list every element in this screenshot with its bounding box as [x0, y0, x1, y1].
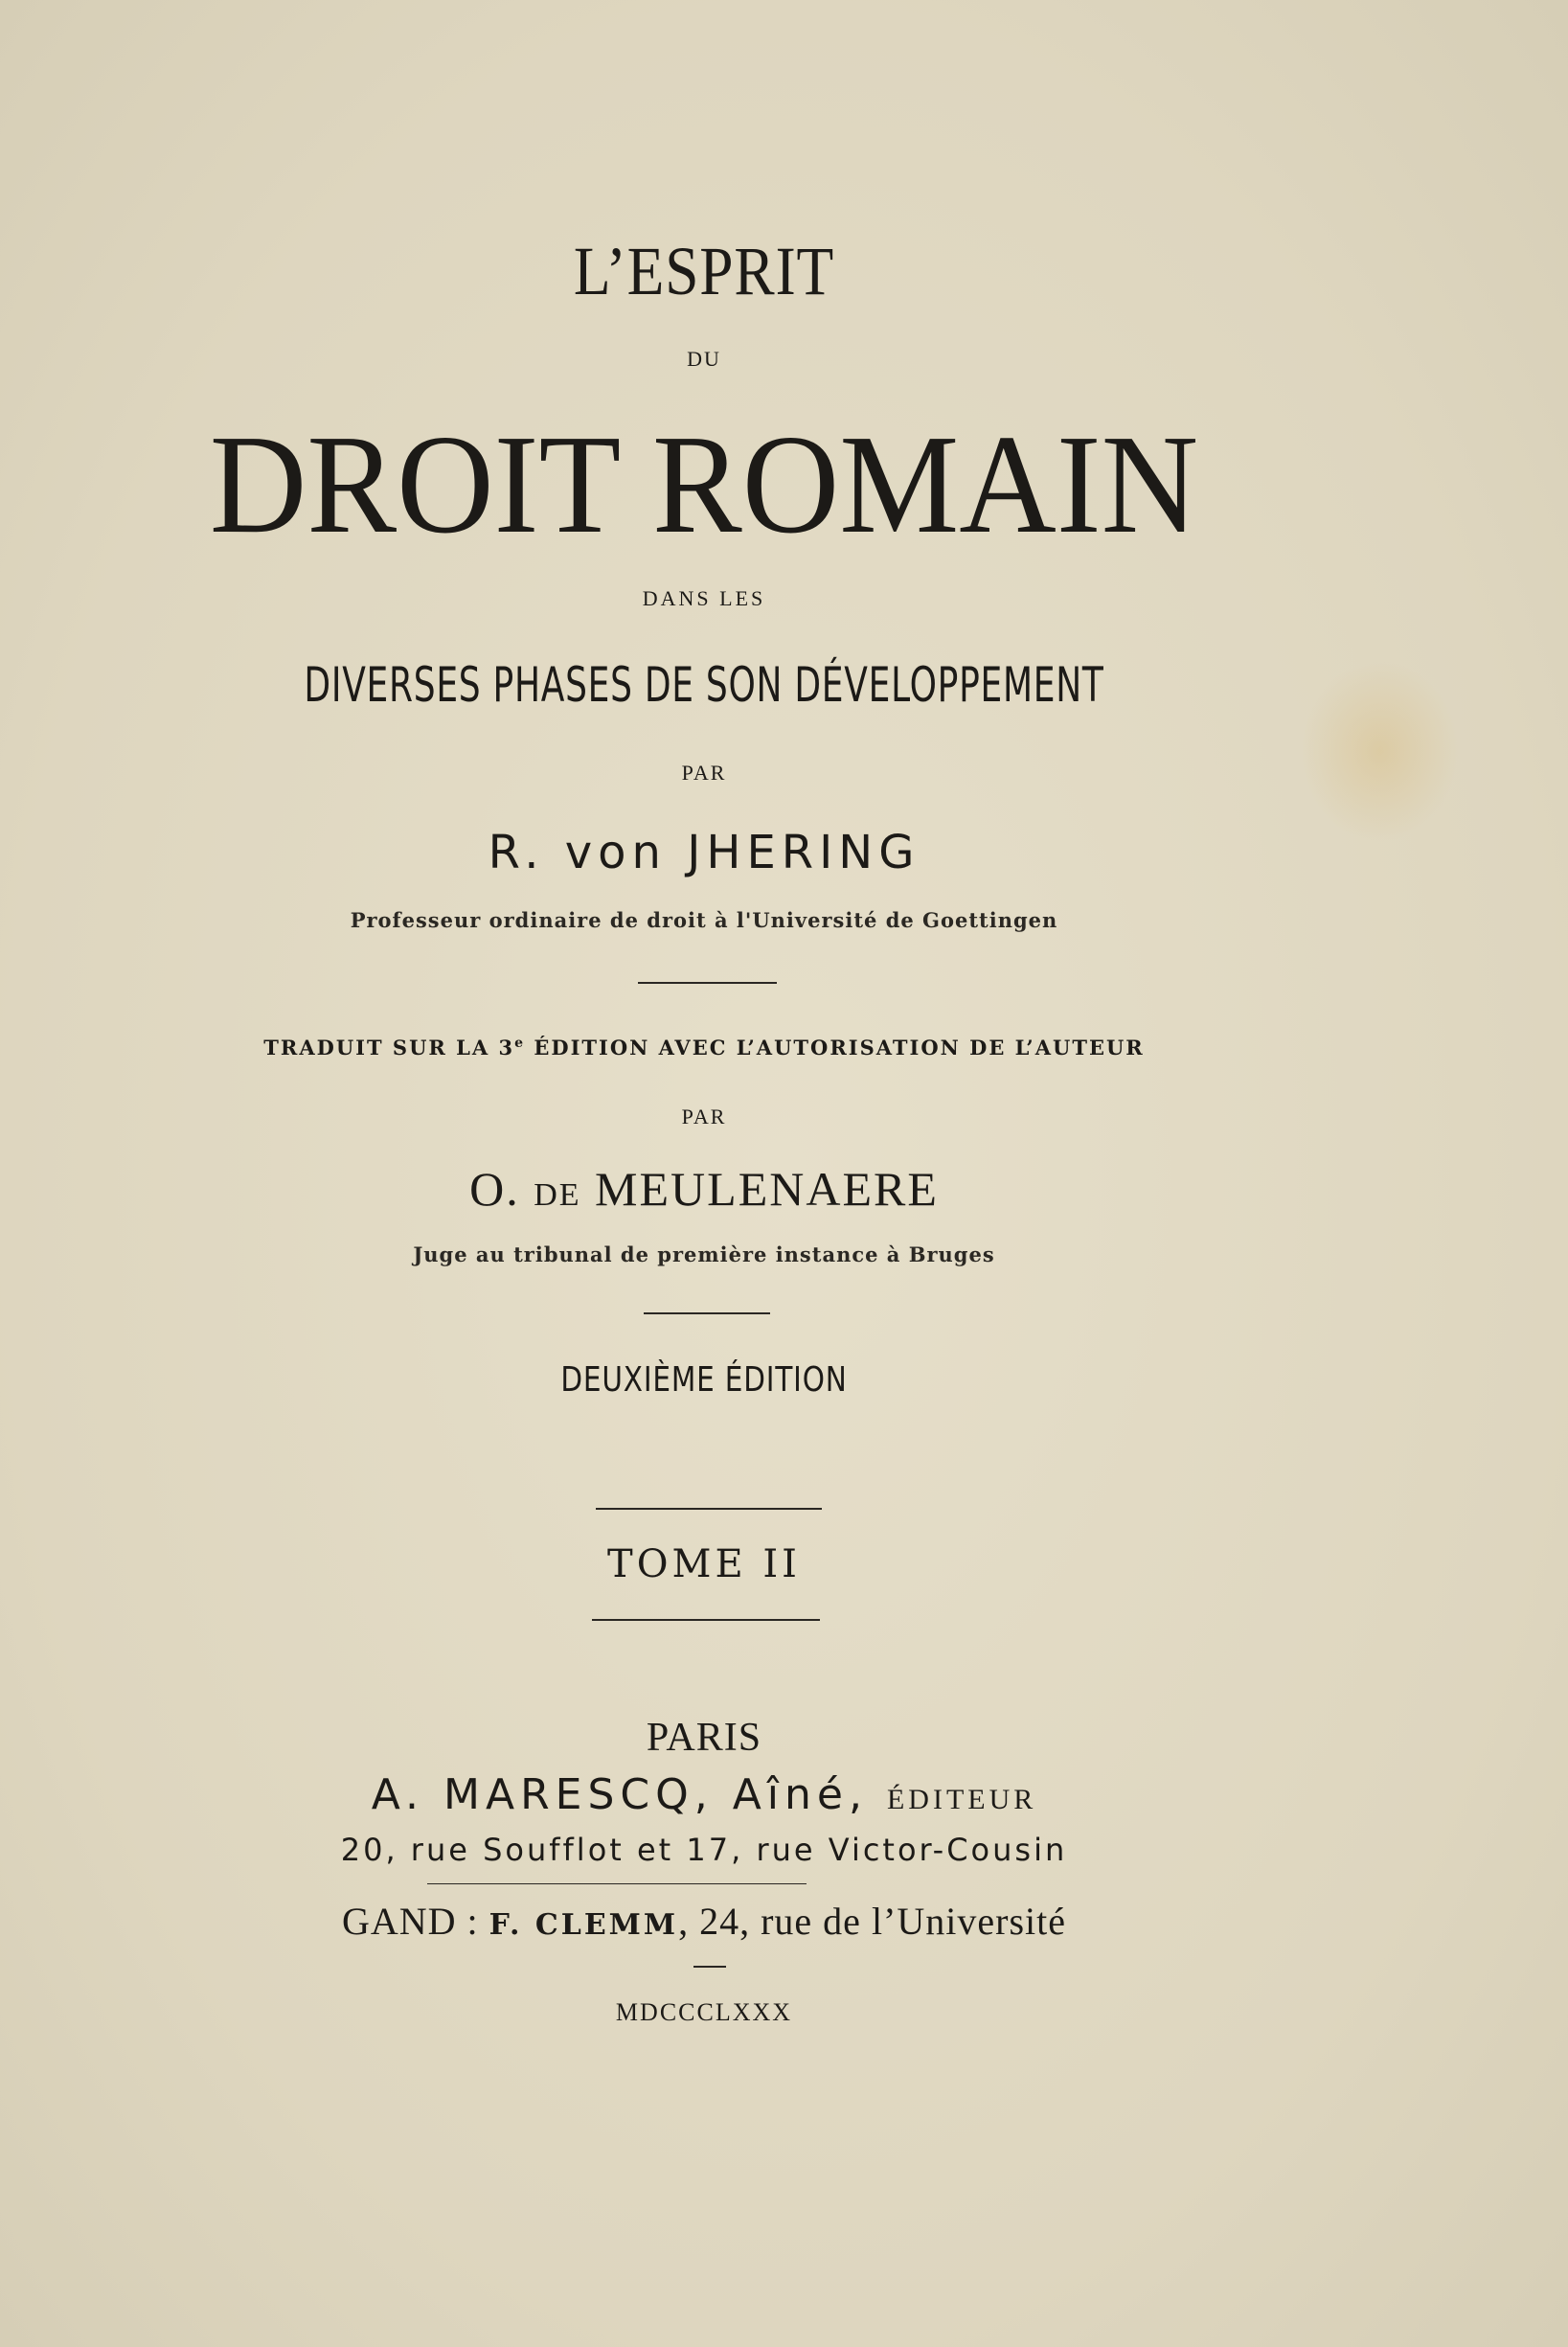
translator-particle: DE [534, 1177, 581, 1213]
divider-rule [592, 1619, 820, 1621]
main-title: DROIT ROMAIN [209, 406, 1199, 563]
translated-by-label: PAR [681, 1105, 727, 1128]
imprint-year: MDCCCLXXX [615, 1998, 793, 2026]
title-line-esprit: L’ESPRIT [573, 233, 835, 309]
subtitle: DIVERSES PHASES DE SON DÉVELOPPEMENT [304, 657, 1104, 713]
divider-rule [427, 1883, 807, 1884]
title-line-dans-les: DANS LES [642, 586, 766, 610]
imprint-publisher [0, 1770, 1408, 1819]
translation-note-end: ÉDITION AVEC L’AUTORISATION DE L’AUTEUR [525, 1036, 1145, 1060]
divider-rule [693, 1966, 726, 1968]
divider-rule [638, 982, 777, 984]
translation-note [0, 1036, 1408, 1060]
divider-rule [596, 1508, 822, 1510]
title-line-du: DU [687, 347, 721, 371]
volume-label: TOME II [607, 1542, 801, 1586]
translation-note-superscript: e [514, 1036, 526, 1051]
edition-label: DEUXIÈME ÉDITION [560, 1360, 848, 1400]
translator-surname: MEULENAERE [595, 1162, 939, 1216]
divider-rule [644, 1312, 770, 1314]
translator-initial: O. [469, 1162, 520, 1216]
gand-address: , 24, rue de l’Université [678, 1900, 1066, 1943]
author-name: R. von JHERING [488, 826, 920, 879]
imprint-address: 20, rue Soufflot et 17, rue Victor-Cousin [340, 1832, 1068, 1868]
translation-note-start: TRADUIT SUR LA 3 [263, 1036, 515, 1060]
gand-bookseller: F. CLEMM [489, 1908, 679, 1942]
publisher-name: A. MARESCQ, Aîné, [371, 1770, 868, 1819]
imprint-city: PARIS [646, 1716, 762, 1760]
imprint-gand [0, 1899, 1408, 1944]
publisher-role: ÉDITEUR [886, 1784, 1037, 1815]
gand-prefix: GAND : [342, 1900, 479, 1943]
author-description: Professeur ordinaire de droit à l'Université de Goettingen [350, 908, 1058, 932]
by-label: PAR [681, 761, 727, 785]
translator-name [0, 1161, 1408, 1217]
translator-description: Juge au tribunal de première instance à Bruges [413, 1242, 995, 1266]
